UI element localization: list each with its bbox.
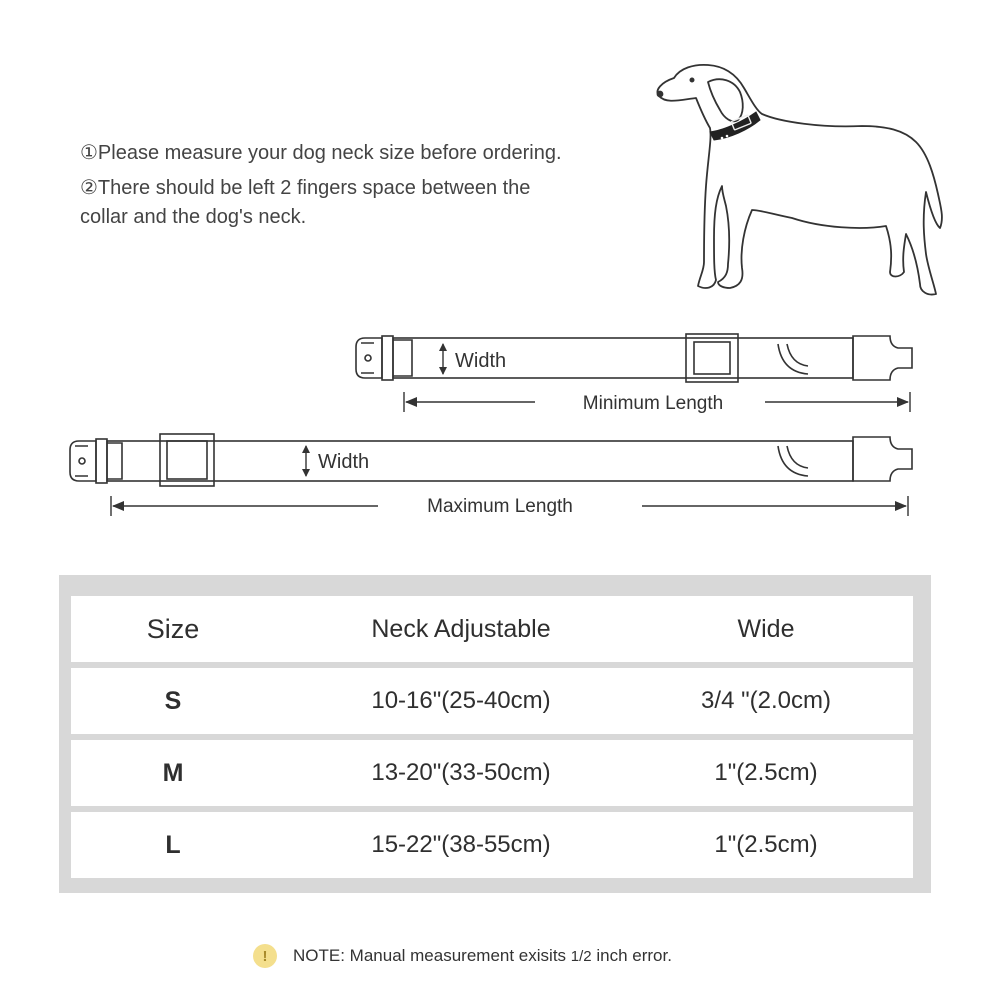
note-fraction: 1/2	[570, 948, 592, 965]
note-text-after: inch error.	[591, 946, 672, 965]
size-cell: M	[162, 758, 184, 787]
note-text-before: NOTE: Manual measurement exisits	[293, 946, 571, 965]
neck-cell: 10-16"(25-40cm)	[371, 687, 551, 714]
instruction-line-2: ②There should be left 2 fingers space between the	[80, 177, 531, 199]
neck-cell: 15-22"(38-55cm)	[371, 831, 551, 858]
collar-diagram	[0, 320, 1000, 530]
neck-cell: 13-20"(33-50cm)	[371, 759, 551, 786]
wide-cell: 3/4 "(2.0cm)	[701, 687, 831, 714]
min-collar	[356, 334, 912, 382]
warning-icon: !	[253, 944, 277, 968]
size-cell: L	[165, 830, 181, 859]
wide-cell: 1"(2.5cm)	[714, 831, 818, 858]
table-row	[71, 740, 913, 806]
header-neck-adjustable: Neck Adjustable	[371, 614, 551, 643]
wide-cell: 1"(2.5cm)	[714, 759, 818, 786]
min-width-label: Width	[455, 350, 507, 372]
instruction-line-3: collar and the dog's neck.	[80, 206, 307, 228]
max-width-label: Width	[318, 451, 370, 473]
note-text	[293, 946, 672, 966]
header-wide: Wide	[737, 614, 795, 643]
instruction-line-1: ①Please measure your dog neck size before ordering.	[80, 142, 562, 164]
note	[253, 942, 672, 970]
table-row	[71, 812, 913, 878]
size-cell: S	[164, 686, 182, 715]
table-row	[71, 668, 913, 734]
max-length-label: Maximum Length	[427, 496, 573, 517]
header-size: Size	[146, 613, 200, 644]
dog-illustration	[652, 58, 948, 300]
max-collar	[70, 434, 912, 486]
min-length-label: Minimum Length	[582, 393, 724, 414]
table-header-row	[71, 596, 913, 662]
